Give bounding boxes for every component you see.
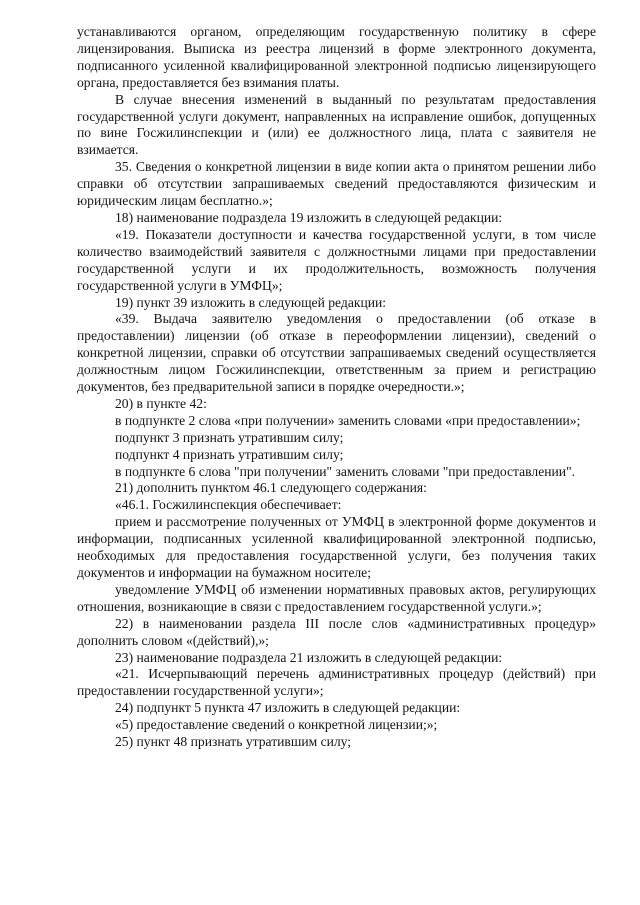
paragraph-subitem-4: подпункт 4 признать утратившим силу;	[115, 446, 344, 462]
paragraph-item-39: «39. Выдача заявителю уведомления о предоставлении (об отказе в предоставлении) лицензии (об отказе в переоформлении лицензии), сведений о конкретной лицензии, справки об отсутствии запрашиваемых сведений осуществляется должностным лицом Госжилинспекции, ответственным за прием и регистрацию документов, без предварительной записи в порядке очередности.»;	[77, 311, 596, 395]
paragraph-reception-documents: прием и рассмотрение полученных от УМФЦ в электронной форме документов и информации, подписанных усиленной квалифицированной электронной подписью, необходимых для предоставления государственной услуги, без получения таких документов и информации на бумажном носителе;	[77, 514, 596, 580]
paragraph-subsection-21: «21. Исчерпывающий перечень административных процедур (действий) при предоставлении государственной услуги»;	[77, 666, 596, 699]
document-body	[77, 24, 596, 751]
paragraph-item-46-1: «46.1. Госжилинспекция обеспечивает:	[115, 497, 342, 513]
paragraph-amendment-25: 25) пункт 48 признать утратившим силу;	[115, 734, 352, 750]
paragraph-fee-exemption: В случае внесения изменений в выданный по результатам предоставления государственной услуги документ, направленных на исправление ошибок, допущенных по вине Госжилинспекции и (или) ее должностного лица, плата с заявителя не взимается.	[77, 91, 596, 158]
paragraph-amendment-22: 22) в наименовании раздела III после слов «административных процедур» дополнить словом «(действий),»;	[77, 615, 596, 648]
paragraph-umfc-notification: уведомление УМФЦ об изменении нормативных правовых актов, регулирующих отношения, возникающие в связи с предоставлением государственной услуги.»;	[77, 581, 596, 614]
paragraph-amendment-19: 19) пункт 39 изложить в следующей редакции:	[115, 294, 387, 310]
paragraph-continuation: устанавливаются органом, определяющим государственную политику в сфере лицензирования. Выписка из реестра лицензий в форме электронного документа, подписанного усиленной квалифицированной электронной подписью лицензирующего органа, предоставляется без взимания платы.	[77, 24, 596, 90]
paragraph-subsection-19: «19. Показатели доступности и качества государственной услуги, в том числе количество взаимодействий заявителя с должностными лицами при предоставлении государственной услуги и их продолжительность, возможность получения государственной услуги в УМФЦ»;	[77, 226, 596, 293]
paragraph-subitem-2: в подпункте 2 слова «при получении» заменить словами «при предоставлении»;	[115, 412, 581, 428]
paragraph-subitem-3: подпункт 3 признать утратившим силу;	[115, 429, 344, 445]
paragraph-amendment-21: 21) дополнить пунктом 46.1 следующего содержания:	[115, 480, 427, 496]
paragraph-amendment-23: 23) наименование подраздела 21 изложить в следующей редакции:	[115, 649, 503, 665]
paragraph-subitem-5: «5) предоставление сведений о конкретной лицензии;»;	[115, 717, 438, 733]
paragraph-item-35: 35. Сведения о конкретной лицензии в виде копии акта о принятом решении либо справки об отсутствии запрашиваемых сведений предоставляются физическим и юридическим лицам бесплатно.»;	[77, 159, 596, 209]
paragraph-amendment-18: 18) наименование подраздела 19 изложить в следующей редакции:	[115, 209, 503, 225]
paragraph-subitem-6: в подпункте 6 слова "при получении" заменить словами "при предоставлении".	[115, 463, 576, 479]
paragraph-amendment-24: 24) подпункт 5 пункта 47 изложить в следующей редакции:	[115, 700, 461, 716]
paragraph-amendment-20: 20) в пункте 42:	[115, 395, 207, 411]
